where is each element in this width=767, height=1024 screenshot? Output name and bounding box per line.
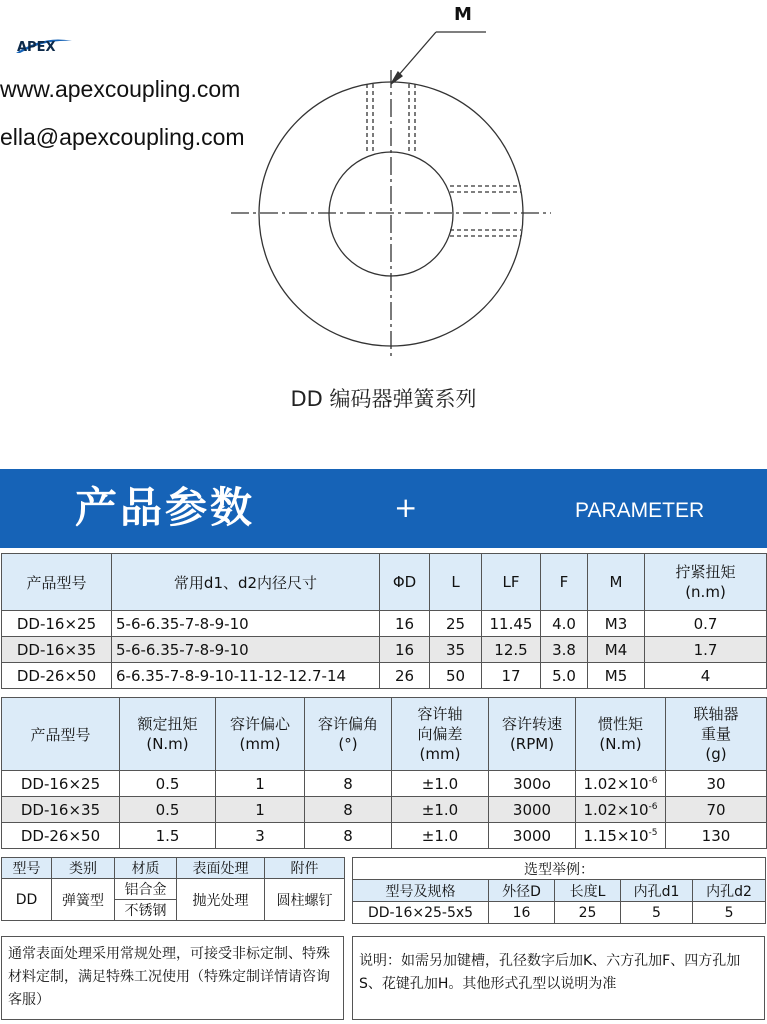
cell: 16 xyxy=(380,637,430,663)
banner-title: 产品参数 xyxy=(75,483,256,532)
cell: DD-16×25 xyxy=(2,771,120,797)
table-row xyxy=(353,902,766,924)
cell: 16 xyxy=(489,902,555,924)
cell: 5 xyxy=(693,902,766,924)
header-cell: 容许偏角 (°) xyxy=(305,698,392,771)
header-cell: 外径D xyxy=(489,880,555,902)
cell: 3 xyxy=(216,823,305,849)
cell: 5 xyxy=(621,902,693,924)
cell: 30 xyxy=(666,771,767,797)
cell: 弹簧型 xyxy=(52,879,115,921)
cell: ±1.0 xyxy=(392,797,489,823)
cell: 1.7 xyxy=(645,637,767,663)
cell: 3.8 xyxy=(541,637,588,663)
cell: 25 xyxy=(555,902,621,924)
table-header xyxy=(2,698,767,771)
header-cell: 容许偏心 (mm) xyxy=(216,698,305,771)
header-cell: 产品型号 xyxy=(2,698,120,771)
selection-example-table xyxy=(352,857,766,924)
cell: 0.5 xyxy=(120,771,216,797)
cell: $1.15\times 10^{-5}$ xyxy=(576,823,666,849)
cell: DD-16×35 xyxy=(2,637,112,663)
cell: 抛光处理 xyxy=(177,879,265,921)
cell: ±1.0 xyxy=(392,823,489,849)
header-cell: L xyxy=(430,554,482,611)
header-cell: F xyxy=(541,554,588,611)
performance-table xyxy=(1,697,767,849)
table-row xyxy=(2,663,767,689)
cell: 8 xyxy=(305,771,392,797)
cell: DD-26×50 xyxy=(2,823,120,849)
website-text: www.apexcoupling.com xyxy=(0,76,241,102)
table-header xyxy=(2,554,767,611)
header-cell: 容许轴 向偏差 (mm) xyxy=(392,698,489,771)
svg-text:APEX: APEX xyxy=(17,40,56,55)
table-row xyxy=(2,771,767,797)
cell: ±1.0 xyxy=(392,771,489,797)
cell: DD xyxy=(2,879,52,921)
header-cell: 型号 xyxy=(2,858,52,879)
header-cell: 内孔d1 xyxy=(621,880,693,902)
header-cell: 联轴器 重量 (g) xyxy=(666,698,767,771)
header-cell: 材质 xyxy=(115,858,177,879)
table-title-row xyxy=(353,858,766,880)
cell: 5.0 xyxy=(541,663,588,689)
cell: 17 xyxy=(482,663,541,689)
cell: DD-16×25-5x5 xyxy=(353,902,489,924)
cell: 1 xyxy=(216,771,305,797)
header-cell: 内孔d2 xyxy=(693,880,766,902)
header-cell: 容许转速 (RPM) xyxy=(489,698,576,771)
cell: 1 xyxy=(216,797,305,823)
cell: M4 xyxy=(588,637,645,663)
parameter-banner xyxy=(0,469,767,548)
dimension-table xyxy=(1,553,767,689)
cell: 11.45 xyxy=(482,611,541,637)
customization-note: 通常表面处理采用常规处理，可接受非标定制、特殊材料定制，满足特殊工况使用（特殊定制详情请咨询客服） xyxy=(1,936,344,1020)
cell: 25 xyxy=(430,611,482,637)
header-cell: 惯性矩 (N.m) xyxy=(576,698,666,771)
header-cell: LF xyxy=(482,554,541,611)
cell: 12.5 xyxy=(482,637,541,663)
cell: 8 xyxy=(305,797,392,823)
email-text: ella@apexcoupling.com xyxy=(0,124,245,150)
cell: 5-6-6.35-7-8-9-10 xyxy=(112,637,380,663)
apex-logo xyxy=(14,33,74,59)
cell: 1.5 xyxy=(120,823,216,849)
cell: M5 xyxy=(588,663,645,689)
cell: 130 xyxy=(666,823,767,849)
cell: 0.5 xyxy=(120,797,216,823)
cell: 8 xyxy=(305,823,392,849)
cell: 70 xyxy=(666,797,767,823)
cell: 5-6-6.35-7-8-9-10 xyxy=(112,611,380,637)
table-row xyxy=(2,611,767,637)
cell: 26 xyxy=(380,663,430,689)
table-header xyxy=(2,858,345,879)
cell: 4.0 xyxy=(541,611,588,637)
cell: 3000 xyxy=(489,797,576,823)
header-cell: 附件 xyxy=(265,858,345,879)
banner-plus: + xyxy=(394,491,418,524)
table-row xyxy=(2,797,767,823)
cell: 16 xyxy=(380,611,430,637)
header-cell: 拧紧扭矩 (n.m) xyxy=(645,554,767,611)
cell: $1.02\times 10^{-6}$ xyxy=(576,771,666,797)
cell: 铝合金 xyxy=(115,879,177,900)
cell: DD-16×25 xyxy=(2,611,112,637)
cell: 3000 xyxy=(489,823,576,849)
bore-type-note: 说明：如需另加键槽，孔径数字后加K、六方孔加F、四方孔加S、花键孔加H。其他形式孔型以说明为准 xyxy=(352,936,765,1020)
drawing-caption: DD 编码器弹簧系列 xyxy=(290,387,477,411)
cell: M3 xyxy=(588,611,645,637)
label-m: M xyxy=(454,4,472,25)
cell: 50 xyxy=(430,663,482,689)
cell: DD-26×50 xyxy=(2,663,112,689)
header-cell: 型号及规格 xyxy=(353,880,489,902)
header-cell: ΦD xyxy=(380,554,430,611)
banner-subtitle: PARAMETER xyxy=(575,499,705,522)
cell: 35 xyxy=(430,637,482,663)
cell: 圆柱螺钉 xyxy=(265,879,345,921)
spec-table xyxy=(1,857,345,921)
cell: 300o xyxy=(489,771,576,797)
cell: 6-6.35-7-8-9-10-11-12-12.7-14 xyxy=(112,663,380,689)
cell: 4 xyxy=(645,663,767,689)
cell: DD-16×35 xyxy=(2,797,120,823)
header-cell: 表面处理 xyxy=(177,858,265,879)
table-row xyxy=(2,879,345,900)
table-header xyxy=(353,880,766,902)
cell: 0.7 xyxy=(645,611,767,637)
header-cell: 常用d1、d2内径尺寸 xyxy=(112,554,380,611)
header-cell: 类别 xyxy=(52,858,115,879)
cell: $1.02\times 10^{-6}$ xyxy=(576,797,666,823)
cell: 不锈钢 xyxy=(115,900,177,921)
header-cell: 产品型号 xyxy=(2,554,112,611)
header-cell: 额定扭矩 (N.m) xyxy=(120,698,216,771)
header-cell: M xyxy=(588,554,645,611)
selection-title: 选型举例： xyxy=(353,858,766,880)
header-cell: 长度L xyxy=(555,880,621,902)
table-row xyxy=(2,823,767,849)
table-row xyxy=(2,637,767,663)
